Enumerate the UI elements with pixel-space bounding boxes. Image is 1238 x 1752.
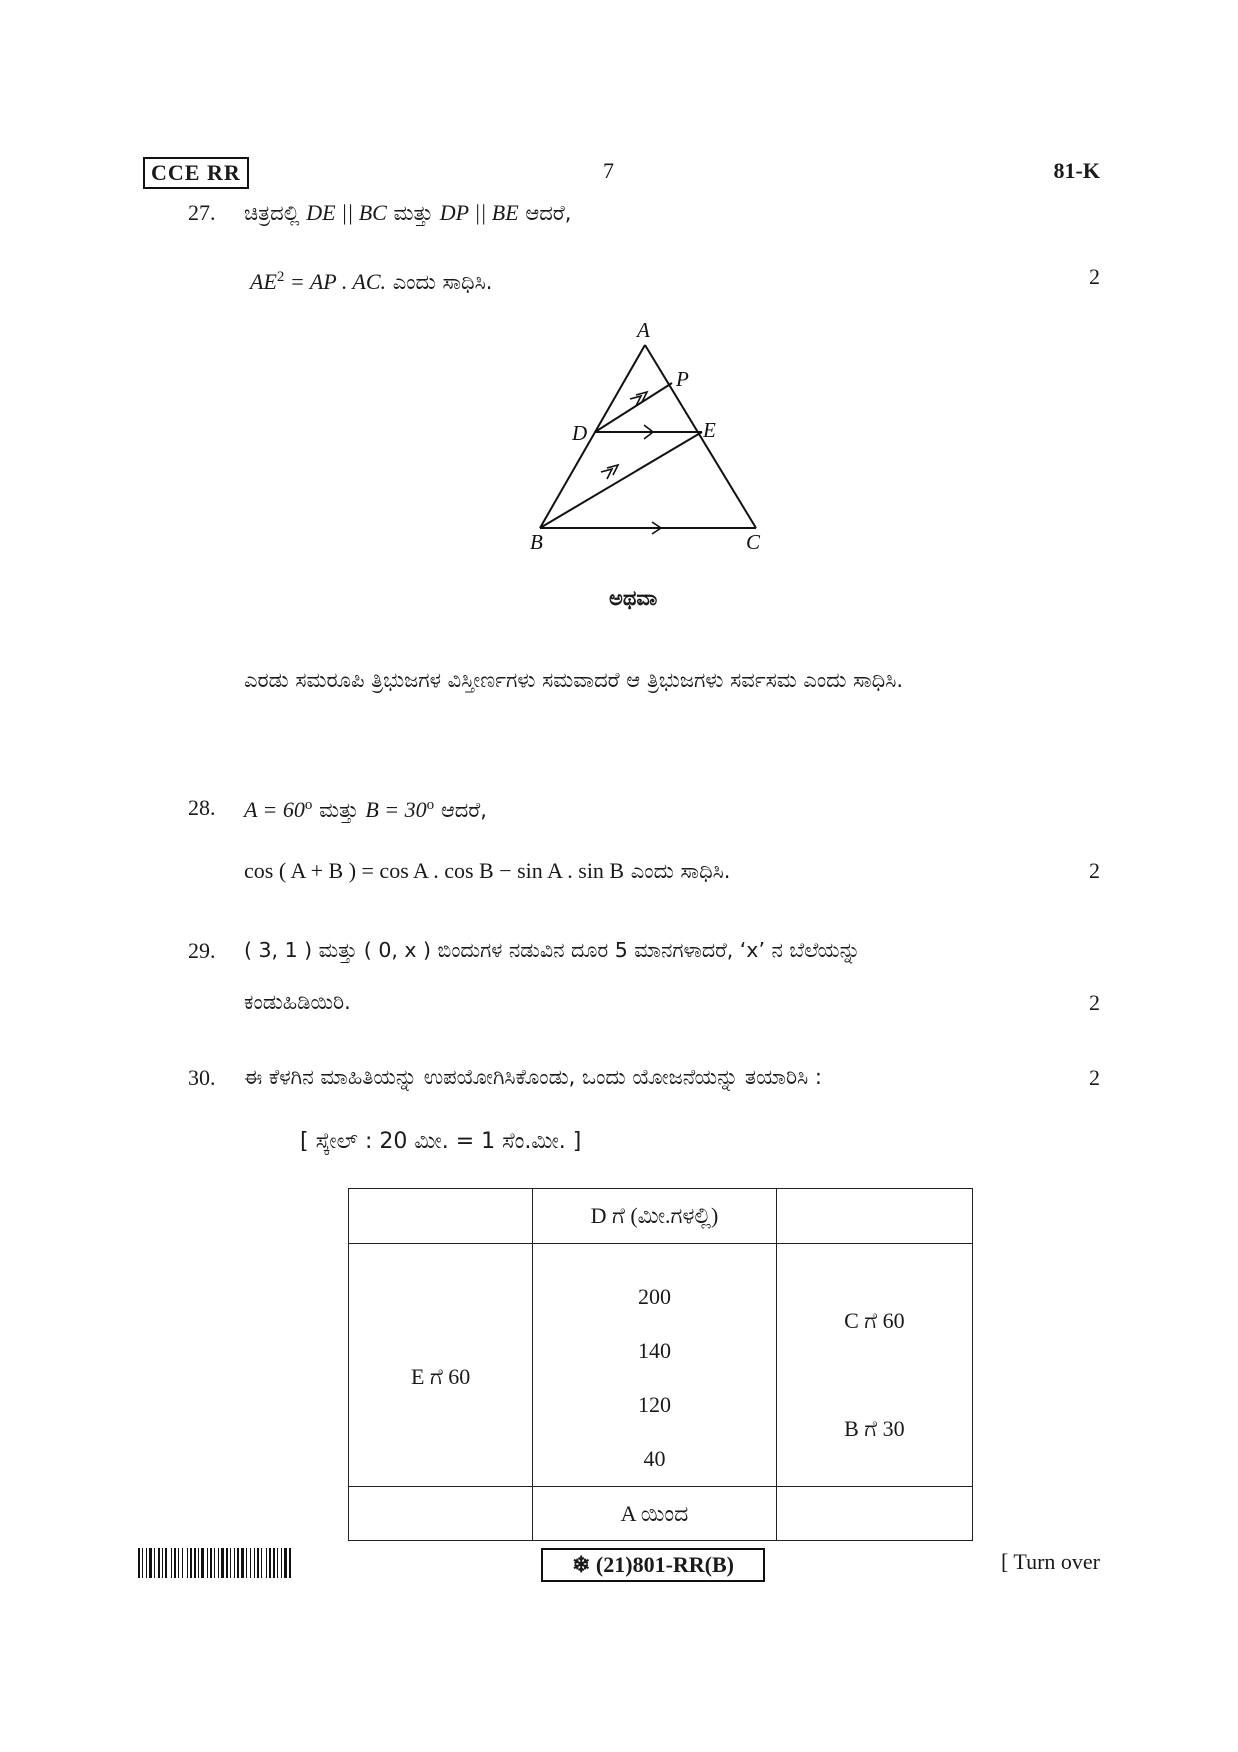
distance-list: [533, 1270, 775, 1486]
q28-deg-b: o: [426, 797, 435, 813]
q27-line1: [244, 198, 571, 228]
label-b: B: [530, 530, 543, 554]
table-cell-empty: [776, 1487, 972, 1541]
distance-value: 140: [638, 1338, 671, 1363]
scale-note: [ ಸ್ಕೇಲ್ : 20 ಮೀ. = 1 ಸೆಂ.ಮೀ. ]: [300, 1129, 582, 1154]
q29-line1: ( 3, 1 ) ಮತ್ತು ( 0, x ) ಬಿಂದುಗಳ ನಡುವಿನ ದೂರ 5 ಮಾನಗಳಾದರೆ, ‘x’ ನ ಬೆಲೆಯನ್ನು: [244, 938, 861, 962]
q27-prove: ಎಂದು ಸಾಧಿಸಿ.: [392, 270, 493, 294]
table-distances: [533, 1244, 776, 1487]
table-head-d: D ಗೆ (ಮೀ.ಗಳಲ್ಲಿ): [533, 1189, 776, 1244]
label-e: E: [703, 418, 716, 442]
q30-text: ಈ ಕೆಳಗಿನ ಮಾಹಿತಿಯನ್ನು ಉಪಯೋಗಿಸಿಕೊಂಡು, ಒಂದು ಯೋಜನೆಯನ್ನು ತಯಾರಿಸಿ :: [244, 1065, 822, 1089]
segment-dp: [595, 383, 672, 432]
q28-condition: [244, 790, 487, 825]
q28-if: ಆದರೆ,: [440, 798, 487, 822]
q27-rhs: = AP . AC.: [284, 269, 387, 294]
table-cell-empty: [349, 1189, 533, 1244]
distance-value: 200: [638, 1284, 671, 1309]
table-left-e: [349, 1244, 533, 1487]
q28-cond-b: B = 30: [365, 797, 427, 822]
page-number: 7: [603, 158, 614, 183]
q27-text-2: ಮತ್ತು: [393, 201, 434, 225]
turn-over-note: [ Turn over: [1000, 1549, 1100, 1574]
q28-marks: 2: [1089, 858, 1100, 883]
table-cell-empty: [349, 1487, 533, 1541]
triangle-figure: [520, 315, 780, 555]
paper-code: 81-K: [1053, 158, 1100, 183]
distance-value: 120: [638, 1392, 671, 1417]
label-c: C: [746, 530, 761, 554]
q27-line2: [250, 262, 492, 297]
q27-alternative: ಎರಡು ಸಮರೂಪಿ ತ್ರಿಭುಜಗಳ ವಿಸ್ತೀರ್ಣಗಳು ಸಮವಾದರೆ ಆ ತ್ರಿಭುಜಗಳು ಸರ್ವಸಮ ಎಂದು ಸಾಧಿಸಿ.: [244, 668, 904, 692]
q27-math-2: DP || BE: [439, 200, 519, 225]
q30-number: 30.: [188, 1065, 216, 1090]
offset-e: E ಗೆ 60: [411, 1364, 471, 1389]
question-paper-code: ❄ (21)801-RR(B): [541, 1548, 765, 1582]
side-ac: [645, 345, 756, 528]
q28-identity-line: [244, 856, 730, 886]
q29-marks: 2: [1089, 990, 1100, 1015]
label-d: D: [572, 421, 588, 445]
offset-c: C ಗೆ 60: [844, 1308, 905, 1333]
q29-number: 29.: [188, 938, 216, 963]
q27-ae: AE: [250, 269, 277, 294]
plan-table: [348, 1188, 973, 1541]
q28-and: ಮತ್ತು: [319, 798, 359, 822]
q27-exp: 2: [276, 269, 285, 285]
q28-cond-a: A = 60: [244, 797, 305, 822]
table-right: [776, 1244, 972, 1487]
parallel-arrows: [601, 392, 661, 534]
q27-marks: 2: [1089, 264, 1100, 289]
distance-value: 40: [643, 1446, 666, 1471]
offset-b: B ಗೆ 30: [844, 1416, 905, 1441]
or-label: ಅಥವಾ: [609, 586, 658, 610]
series-label: CCE RR: [143, 157, 249, 189]
label-p: P: [676, 367, 689, 391]
table-foot-a: A ಯಿಂದ: [533, 1487, 776, 1541]
q27-number: 27.: [188, 200, 216, 225]
q29-line2: ಕಂಡುಹಿಡಿಯಿರಿ.: [244, 990, 351, 1014]
q28-number: 28.: [188, 795, 216, 820]
q27-text-3: ಆದರೆ,: [525, 201, 572, 225]
label-a: A: [637, 318, 650, 342]
q27-math-1: DE || BC: [306, 200, 387, 225]
table-cell-empty: [776, 1189, 972, 1244]
q30-marks: 2: [1089, 1065, 1100, 1090]
barcode: [138, 1548, 382, 1578]
segment-be: [540, 432, 702, 528]
q28-deg-a: o: [304, 797, 313, 813]
q28-prove: ಎಂದು ಸಾಧಿಸಿ.: [630, 859, 731, 883]
q28-identity: cos ( A + B ) = cos A . cos B − sin A . sin B: [244, 858, 625, 883]
side-ab: [540, 345, 645, 528]
q27-text-1: ಚಿತ್ರದಲ್ಲಿ: [244, 201, 300, 225]
